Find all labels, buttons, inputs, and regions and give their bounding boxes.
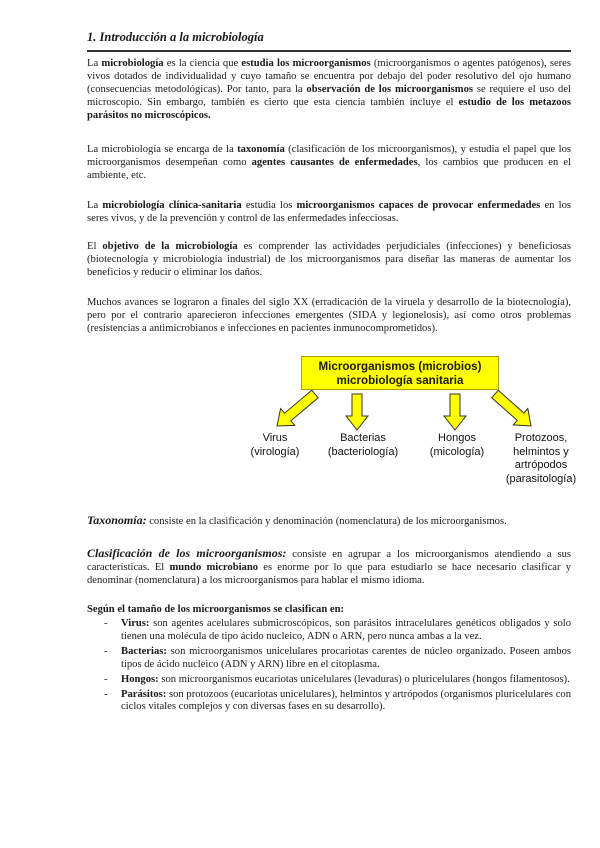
diagram-label-parasitos [495, 432, 587, 486]
label-line: Hongos [438, 432, 476, 444]
label-line: Virus [262, 432, 288, 444]
list-item: - Bacterias: son microorganismos unicelulares procariotas carentes de núcleo organizado. Poseen ambos tipos de ácido nucleico (ADN y ARN) libre en el citoplasma. [104, 645, 571, 670]
paragraph-taxonomy: La microbiología se encarga de la taxonomía (clasificación de los microorganismos), y estudia el papel que los microorganismos desempeñan como agentes causantes de enfermedades, los cambios que producen en el ambiente, etc. [87, 144, 571, 181]
arrow-hongos-icon [444, 394, 466, 430]
arrow-bacterias-icon [346, 394, 368, 430]
diagram-header-line1: Microorganismos (microbios) [318, 360, 482, 373]
label-line: artrópodos [514, 459, 568, 471]
list-item: - Virus: son agentes acelulares submicroscópicos, son parásitos intracelulares genéticos obligados y solo tienen una molécula de tipo ácido nucleico, ADN o ARN, pero nunca ambas a la vez. [104, 618, 571, 642]
paragraph-taxonomia-def: Taxonomía: consiste en la clasificación y denominación (nomenclatura) de los microorganismos. [87, 513, 507, 527]
label-line: (virología) [250, 445, 300, 458]
arrow-virus-icon [277, 390, 318, 426]
size-classification-title: Según el tamaño de los microorganismos se clasifican en: [87, 604, 344, 615]
label-line: (micología) [429, 445, 485, 458]
list-item: - Hongos: son microorganismos eucariotas unicelulares (levaduras) o pluricelulares (hongos filamentosos). [104, 673, 570, 685]
paragraph-advances: Muchos avances se lograron a finales del siglo XX (erradicación de la viruela y desarrollo de la biotecnología), pero por el contrario aparecieron infecciones emergentes (SIDA y legionelosis), así como otros problemas (resistencias a antimicrobianos e infecciones en pacientes inmunocomprometidos). [87, 297, 571, 334]
list-dash: - [104, 673, 108, 685]
diagram-label-hongos [415, 432, 499, 459]
diagram-header-line2: microbiología sanitaria [336, 374, 464, 387]
paragraph-definition: La microbiología es la ciencia que estudia los microorganismos (microorganismos o agentes patógenos), seres vivos dotados de individualidad y cuyo tamaño se encuentra por debajo del poder resolutivo del ojo humano (consecuencias metodológicas). Por tanto, para la observación de los microorganismos se requiere el uso del microscopio. Sin embargo, también es cierto que esta ciencia también incluye el estudio de los metazoos parásitos no microscópicos. [87, 58, 572, 121]
label-line: (parasitología) [505, 472, 577, 485]
classification-list [104, 618, 571, 716]
list-item: - Parásitos: son protozoos (eucariotas unicelulares), helmintos y artrópodos (organismos pluricelulares con ciclos vitales complejos y con diversas fases en su desarrollo). [104, 688, 571, 713]
list-dash: - [104, 645, 108, 657]
label-line: Protozoos, [514, 432, 568, 444]
diagram-header-box [301, 356, 499, 390]
section-heading: 1. Introducción a la microbiología [87, 30, 264, 44]
heading-divider [87, 50, 571, 52]
arrow-parasitos-icon [492, 390, 531, 426]
diagram-label-virus [235, 432, 315, 459]
paragraph-clinical: La microbiología clínica-sanitaria estudia los microorganismos capaces de provocar enfermedades en los seres vivos, y de la prevención y control de las enfermedades infecciosas. [87, 200, 571, 224]
label-line: (bacteriología) [327, 445, 399, 458]
paragraph-objective: El objetivo de la microbiología es comprender las actividades perjudiciales (infecciones) y beneficiosas (biotecnología y microbiología industrial) de los microorganismos para diseñar las maneras de aumentar los beneficios y reducir o eliminar los daños. [87, 241, 571, 278]
label-line: Bacterias [340, 432, 386, 444]
diagram-label-bacterias [315, 432, 411, 459]
paragraph-clasificacion-def: Clasificación de los microorganismos: consiste en agrupar a los microorganismos atendiendo a sus características. El mundo microbiano es enorme por lo que para estudiarlo se hace necesario clasificar y denominar (nomenclatura) a los microorganismos para hablar el mismo idioma. [87, 546, 571, 586]
label-line: helmintos y [513, 445, 569, 458]
list-dash: - [104, 688, 108, 700]
microorganisms-diagram [235, 356, 577, 502]
list-dash: - [104, 618, 108, 629]
